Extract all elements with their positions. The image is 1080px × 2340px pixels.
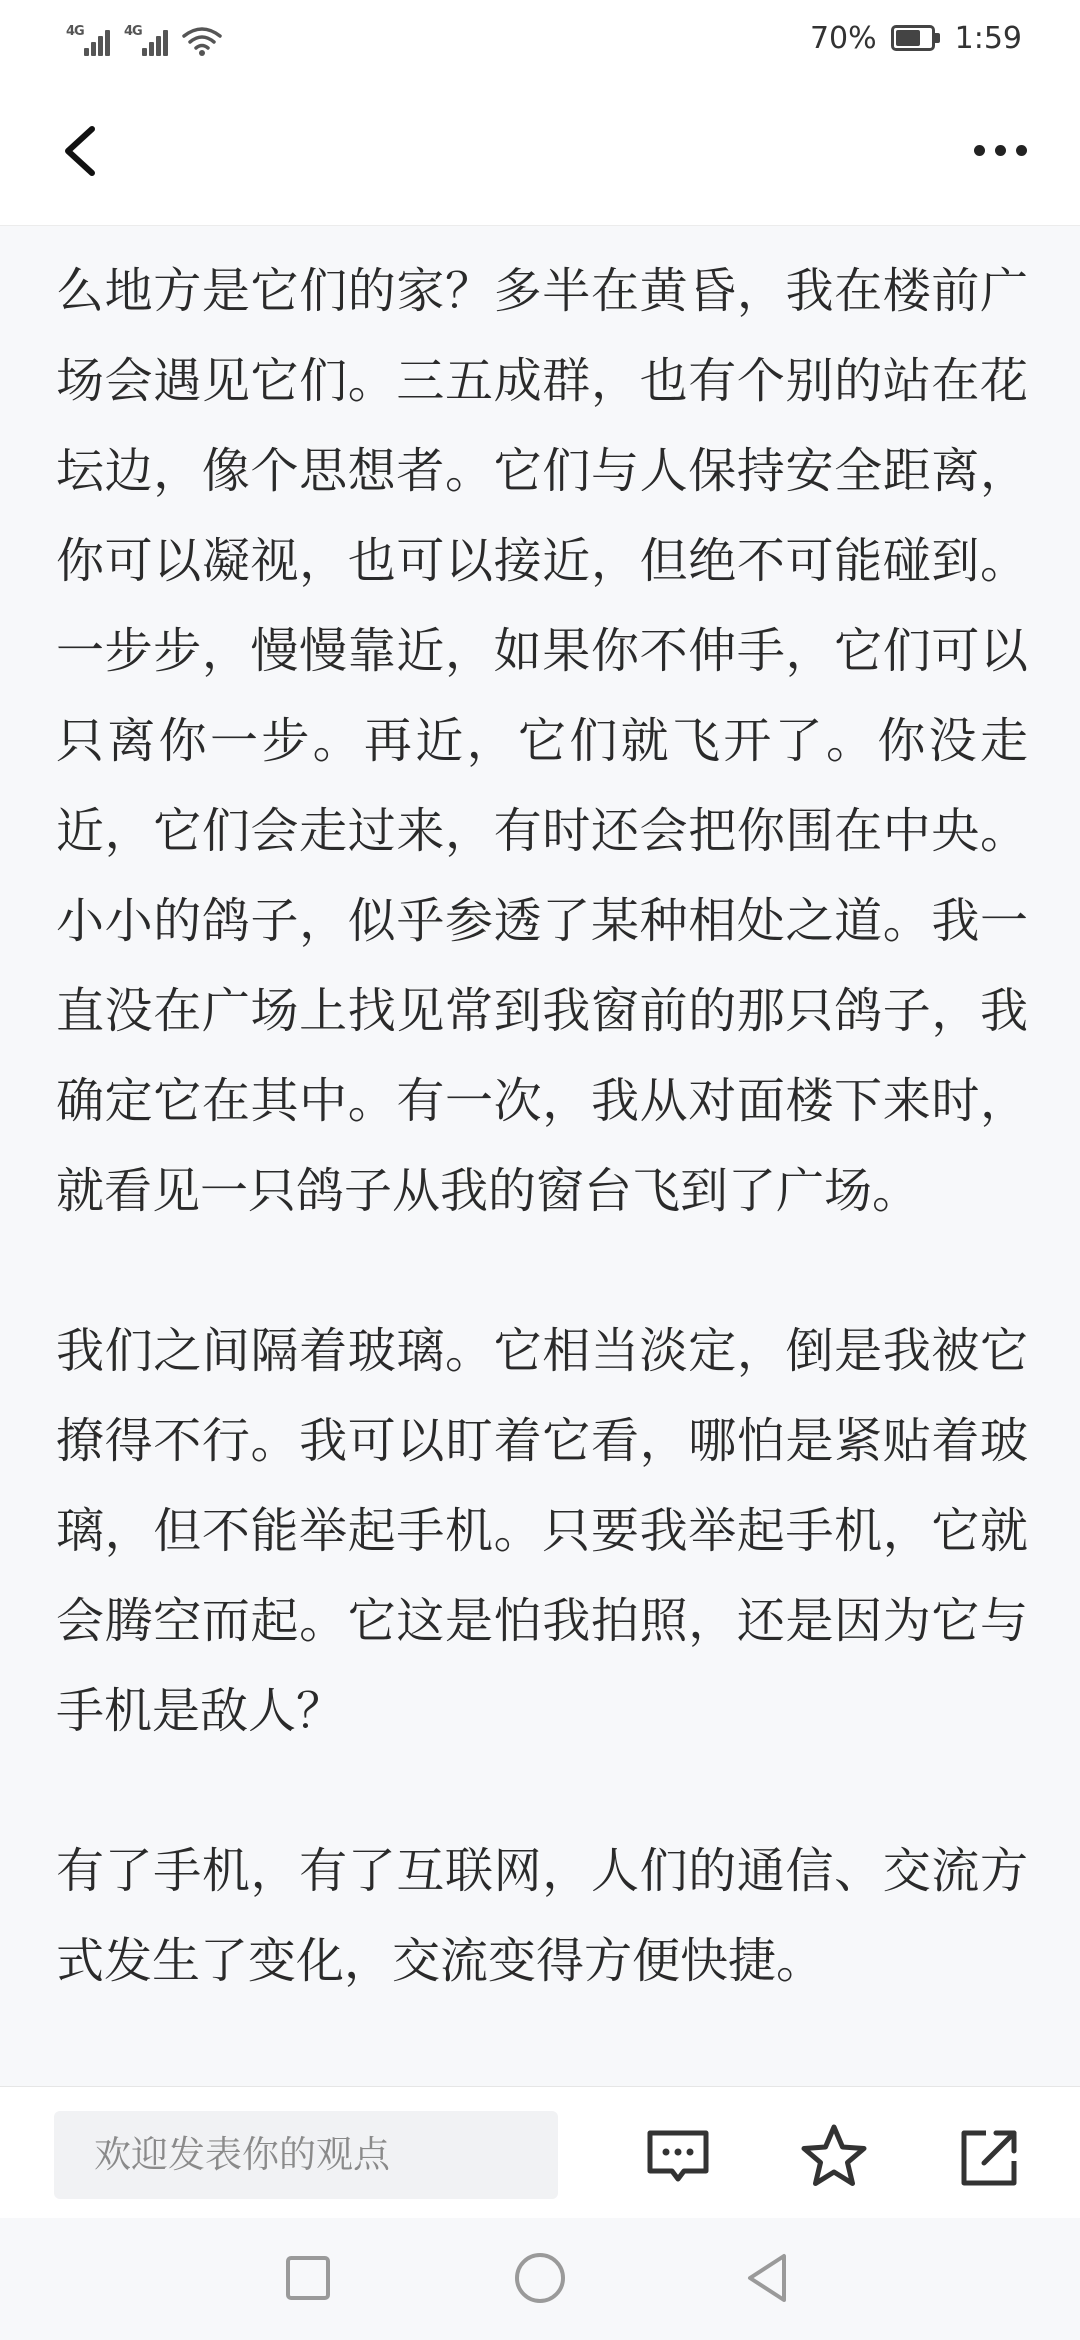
star-icon: [794, 2117, 874, 2197]
share-icon: [950, 2117, 1030, 2197]
system-back-button[interactable]: [728, 2238, 808, 2318]
comment-button[interactable]: [638, 2117, 718, 2197]
comment-bar: [0, 2086, 1080, 2219]
back-triangle-icon: [728, 2238, 808, 2318]
share-button[interactable]: [950, 2117, 1030, 2197]
comment-input[interactable]: 欢迎发表你的观点: [54, 2111, 558, 2199]
comment-icon: [638, 2117, 718, 2197]
article-paragraph: 我们之间隔着玻璃。它相当淡定，倒是我被它撩得不行。我可以盯着它看，哪怕是紧贴着玻璃，但不能举起手机。只要我举起手机，它就会腾空而起。它这是怕我拍照，还是因为它与手机是敌人？: [56, 1323, 1028, 1739]
sim2-label: 4G: [124, 24, 142, 39]
clock: 1:59: [954, 20, 1022, 56]
sim1-label: 4G: [66, 24, 84, 39]
top-app-bar: [0, 75, 1080, 226]
status-bar: [0, 0, 1080, 75]
signal-icon: [124, 24, 170, 58]
recent-apps-icon: [268, 2238, 348, 2318]
battery-icon: [891, 25, 941, 51]
home-button[interactable]: [500, 2238, 580, 2318]
recent-apps-button[interactable]: [268, 2238, 348, 2318]
status-right: [810, 16, 1022, 60]
more-horizontal-icon: [974, 145, 985, 156]
home-icon: [500, 2238, 580, 2318]
status-left: [66, 18, 222, 58]
chevron-left-icon: [40, 105, 130, 195]
signal-icon: [66, 24, 112, 58]
wifi-icon: [182, 24, 222, 58]
article-content: [56, 246, 1028, 2076]
article-body[interactable]: [0, 226, 1080, 2086]
article-paragraph: 有了手机，有了互联网，人们的通信、交流方式发生了变化，交流变得方便快捷。: [56, 1843, 1028, 1989]
system-nav-bar: [0, 2218, 1080, 2340]
more-options-button[interactable]: [950, 105, 1050, 195]
favorite-button[interactable]: [794, 2117, 874, 2197]
article-paragraph: 么地方是它们的家？多半在黄昏，我在楼前广场会遇见它们。三五成群，也有个别的站在花坛边，像个思想者。它们与人保持安全距离，你可以凝视，也可以接近，但绝不可能碰到。一步步，慢慢靠近，如果你不伸手，它们可以只离你一步。再近，它们就飞开了。你没走近，它们会走过来，有时还会把你围在中央。小小的鸽子，似乎参透了某种相处之道。我一直没在广场上找见常到我窗前的那只鸽子，我确定它在其中。有一次，我从对面楼下来时，就看见一只鸽子从我的窗台飞到了广场。: [56, 263, 1028, 1219]
back-button[interactable]: [40, 105, 130, 195]
battery-fill: [896, 30, 920, 46]
battery-percent: 70%: [809, 20, 877, 56]
